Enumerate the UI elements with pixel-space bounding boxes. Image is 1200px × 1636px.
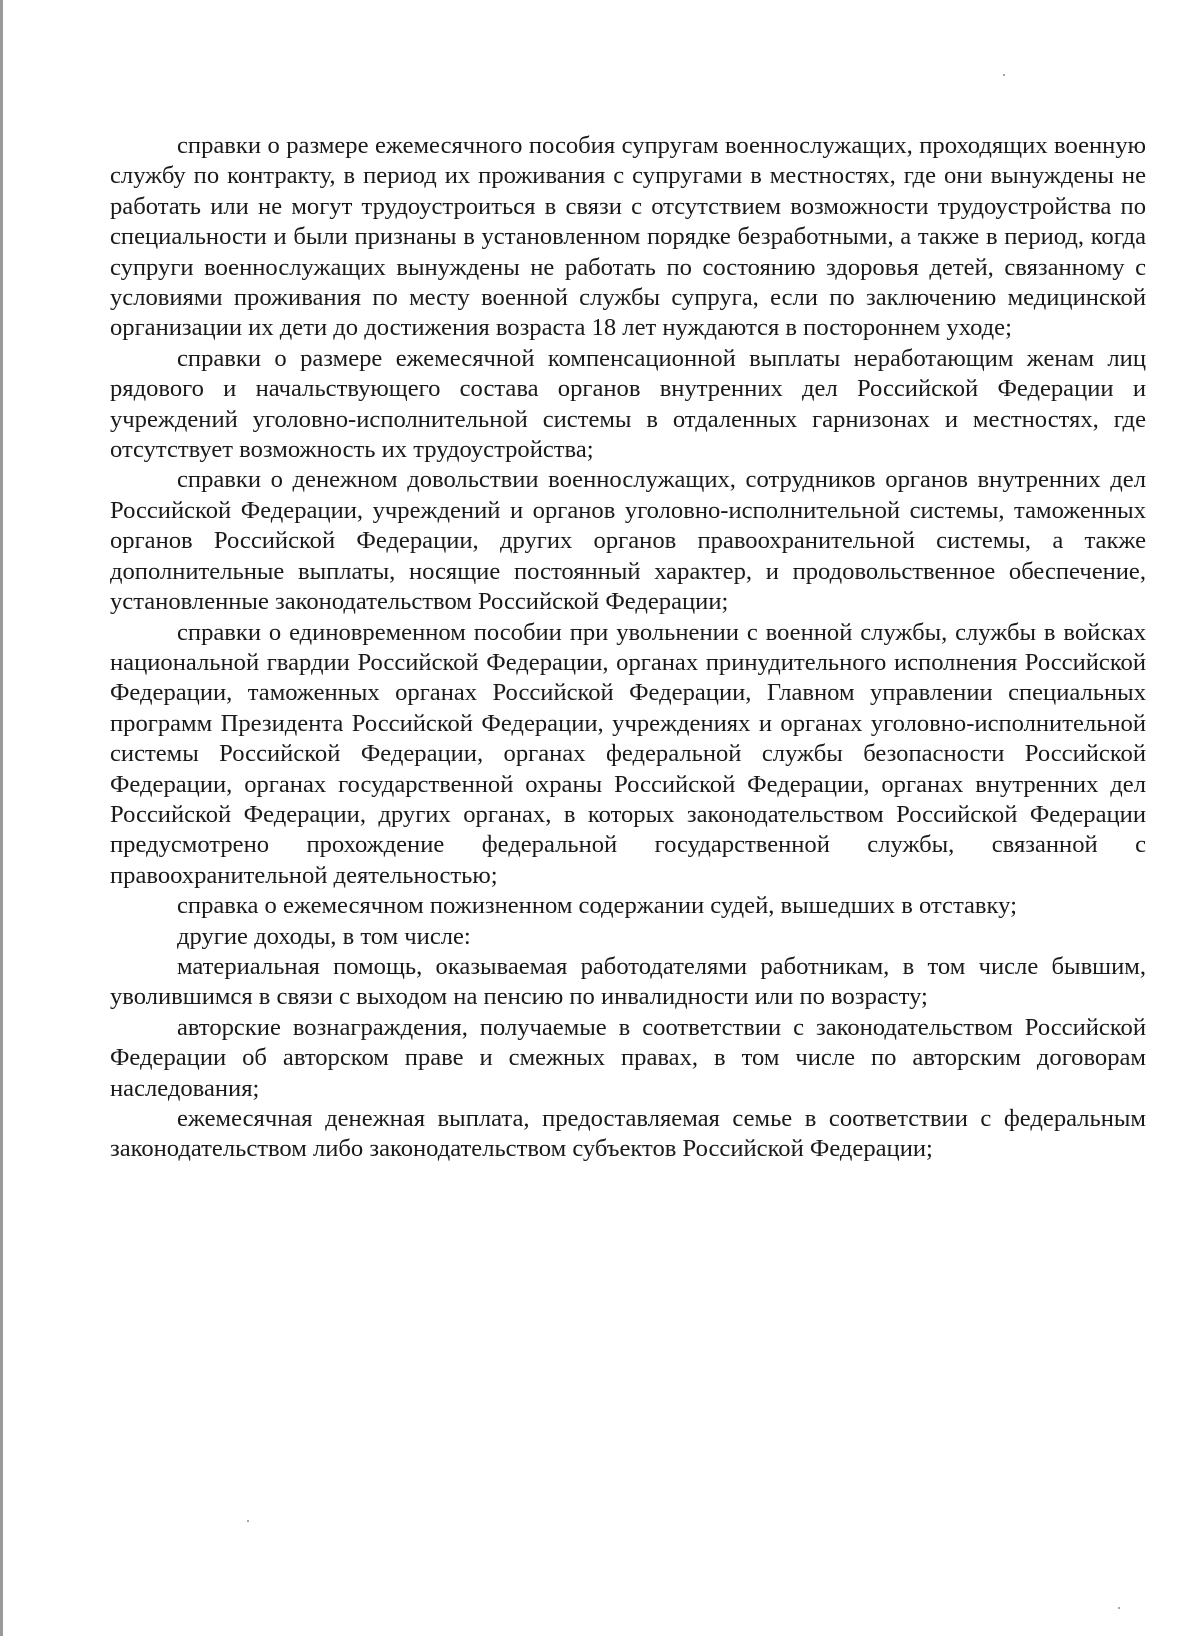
paragraph-other-income: другие доходы, в том числе: bbox=[177, 922, 471, 950]
paragraph-lump-sum-benefit: справки о единовременном пособии при увольнении с военной службы, службы в войсках национальной гвардии Российской Федерации, органах принудительного исполнения Российской Федерации, таможенных органах Российской Федерации, Главном управлении специальных программ Президента Российской Федерации, учреждениях и органах уголовно-исполнительной системы Российской Федерации, органах федеральной службы безопасности Российской Федерации, органах государственной охраны Российской Федерации, органах внутренних дел Российской Федерации, других органах, в которых законодательством Российской Федерации предусмотрено прохождение федеральной государственной службы, связанной с правоохранительной деятельностью; bbox=[110, 618, 1146, 889]
paragraph-judges-maintenance: справка о ежемесячном пожизненном содержании судей, вышедших в отставку; bbox=[177, 892, 1017, 920]
scan-speck bbox=[1118, 1607, 1120, 1609]
scan-speck bbox=[247, 1520, 249, 1522]
paragraph-monetary-allowance: справки о денежном довольствии военнослужащих, сотрудников органов внутренних дел Российской Федерации, учреждений и органов уголовно-исполнительной системы, таможенных органов Российской Федерации, других органов правоохранительной системы, а также дополнительные выплаты, носящие постоянный характер, и продовольственное обеспечение, установленные законодательством Российской Федерации; bbox=[110, 466, 1146, 616]
paragraph-financial-aid: материальная помощь, оказываемая работодателями работникам, в том числе бывшим, уволившимся в связи с выходом на пенсию по инвалидности или по возрасту; bbox=[110, 952, 1146, 1011]
paragraph-spouse-allowance: справки о размере ежемесячного пособия супругам военнослужащих, проходящих военную службу по контракту, в период их проживания с супругами в местностях, где они вынуждены не работать или не могут трудоустроиться в связи с отсутствием возможности трудоустройства по специальности и были признаны в установленном порядке безработными, а также в период, когда супруги военнослужащих вынуждены не работать по состоянию здоровья детей, связанному с условиями проживания по месту военной службы супруга, если по заключению медицинской организации их дети до достижения возраста 18 лет нуждаются в постороннем уходе; bbox=[110, 132, 1146, 342]
document-body bbox=[110, 131, 1146, 1165]
paragraph-author-fees: авторские вознаграждения, получаемые в соответствии с законодательством Российской Федерации об авторском праве и смежных правах, в том числе по авторским договорам наследования; bbox=[110, 1013, 1146, 1102]
scan-edge bbox=[0, 0, 3, 1636]
paragraph-monthly-payment: ежемесячная денежная выплата, предоставляемая семье в соответствии с федеральным законодательством либо законодательством субъектов Российской Федерации; bbox=[110, 1105, 1146, 1163]
paragraph-wives-compensation: справки о размере ежемесячной компенсационной выплаты неработающим женам лиц рядового и начальствующего состава органов внутренних дел Российской Федерации и учреждений уголовно-исполнительной системы в отдаленных гарнизонах и местностях, где отсутствует возможность их трудоустройства; bbox=[110, 344, 1146, 464]
scan-speck bbox=[1003, 74, 1005, 76]
